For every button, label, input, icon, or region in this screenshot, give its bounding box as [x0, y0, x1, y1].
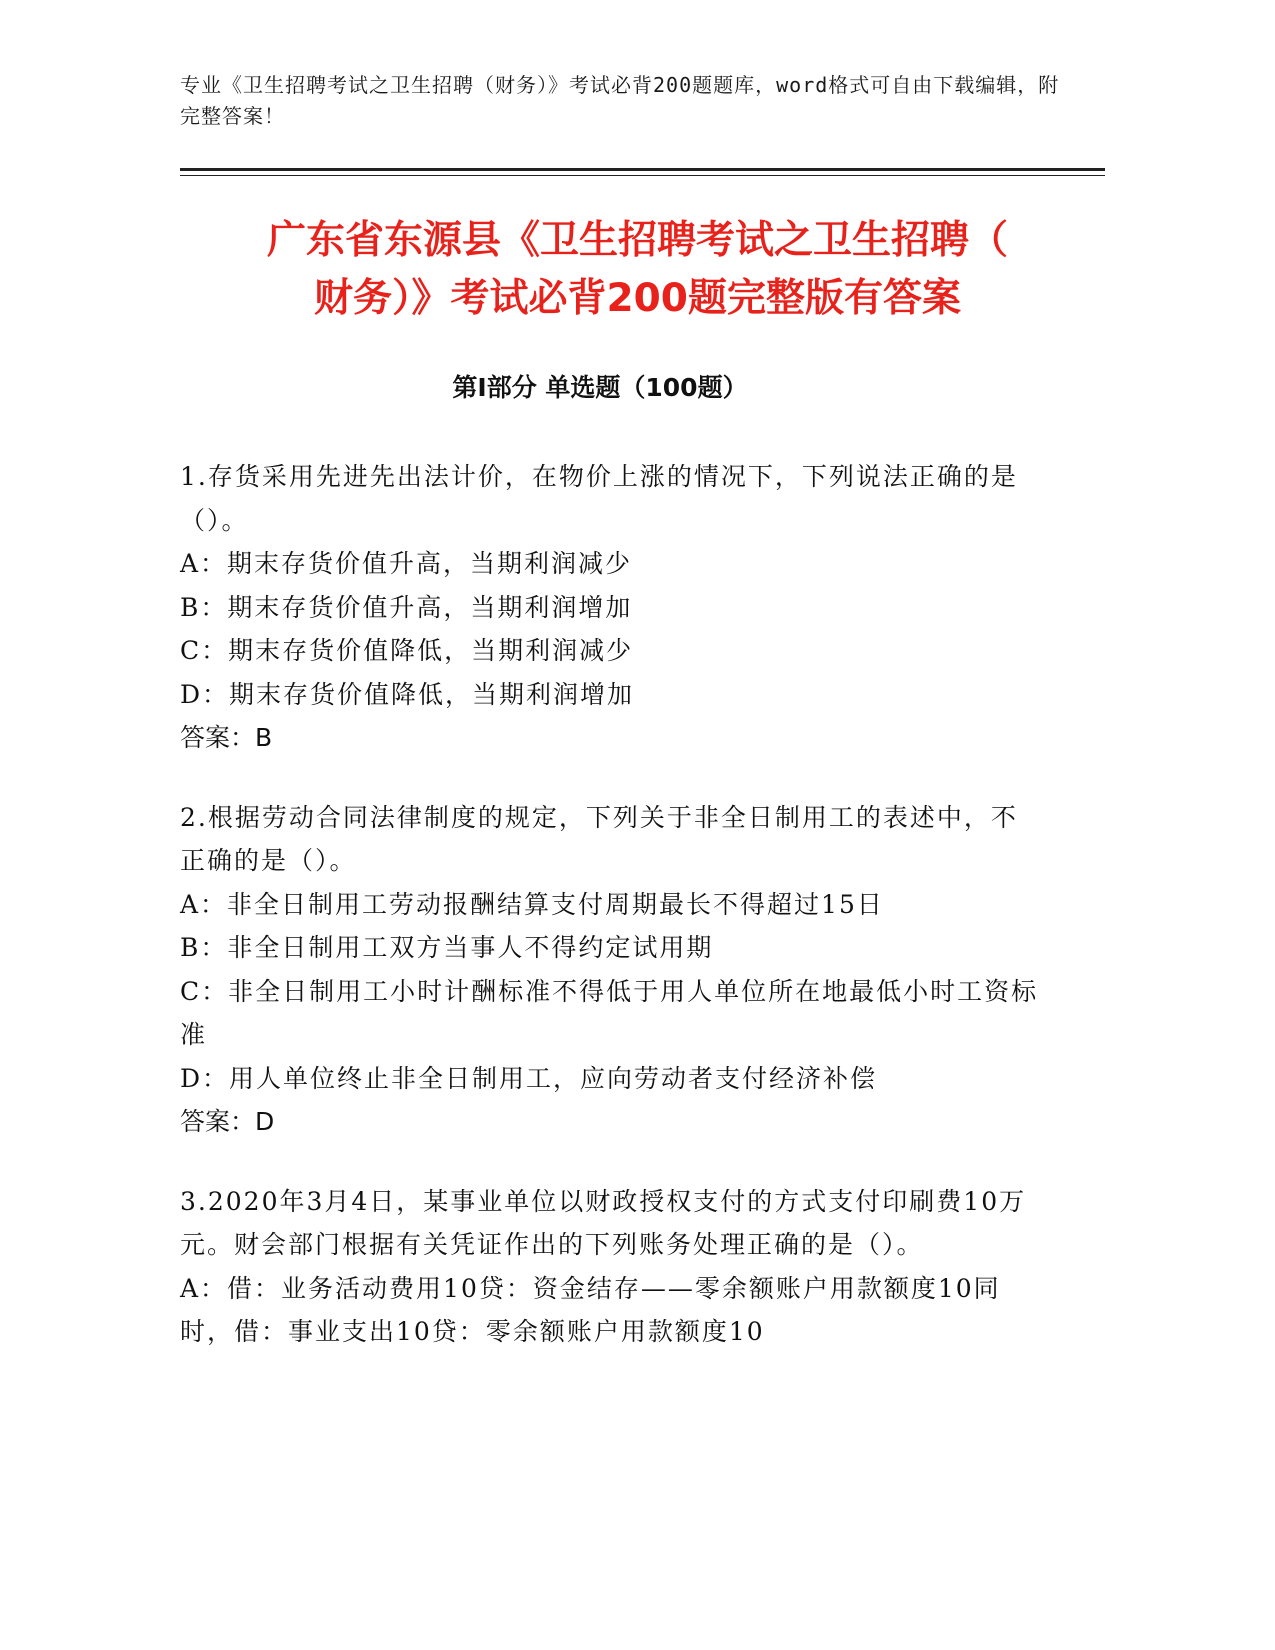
question-stem: 2.根据劳动合同法律制度的规定，下列关于非全日制用工的表述中，不正确的是（）。 [180, 802, 1018, 875]
option-a: A：借：业务活动费用10贷：资金结存——零余额账户用款额度10同时，借：事业支出10贷：零余额账户用款额度10 [180, 1273, 1001, 1346]
question-stem: 1.存货采用先进先出法计价，在物价上涨的情况下，下列说法正确的是（）。 [180, 462, 1018, 535]
option-a: A：非全日制用工劳动报酬结算支付周期最长不得超过15日 [180, 889, 884, 919]
header-note: 专业《卫生招聘考试之卫生招聘（财务）》考试必背200题题库，word格式可自由下载编辑，附完整答案！ [180, 73, 1060, 128]
answer-line: 答案：D [180, 1107, 275, 1136]
option-d: D：用人单位终止非全日制用工，应向劳动者支付经济补偿 [180, 1063, 878, 1093]
answer-line: 答案：B [180, 723, 273, 752]
option-c: C：非全日制用工小时计酬标准不得低于用人单位所在地最低小时工资标准 [180, 976, 1039, 1049]
document-title-line-1: 广东省东源县《卫生招聘考试之卫生招聘（ [266, 218, 1008, 263]
question-list [180, 455, 1040, 1390]
option-a: A：期末存货价值升高，当期利润减少 [180, 549, 633, 578]
question-3 [180, 1180, 1040, 1354]
option-d: D：期末存货价值降低，当期利润增加 [180, 679, 635, 709]
document-title [150, 212, 1125, 328]
question-stem: 3.2020年3月4日，某事业单位以财政授权支付的方式支付印刷费10万元。财会部门根据有关凭证作出的下列账务处理正确的是（）。 [180, 1186, 1027, 1259]
question-1 [180, 455, 1040, 760]
question-2 [180, 796, 1040, 1144]
option-b: B：期末存货价值升高，当期利润增加 [180, 592, 633, 622]
header-divider-thick [180, 168, 1105, 171]
section-heading: 第I部分 单选题（100题） [452, 373, 748, 402]
option-c: C：期末存货价值降低，当期利润减少 [180, 636, 634, 665]
header-divider-thin [180, 175, 1105, 176]
option-b: B：非全日制用工双方当事人不得约定试用期 [180, 933, 714, 962]
document-title-line-2: 财务）》考试必背200题完整版有答案 [314, 276, 961, 321]
